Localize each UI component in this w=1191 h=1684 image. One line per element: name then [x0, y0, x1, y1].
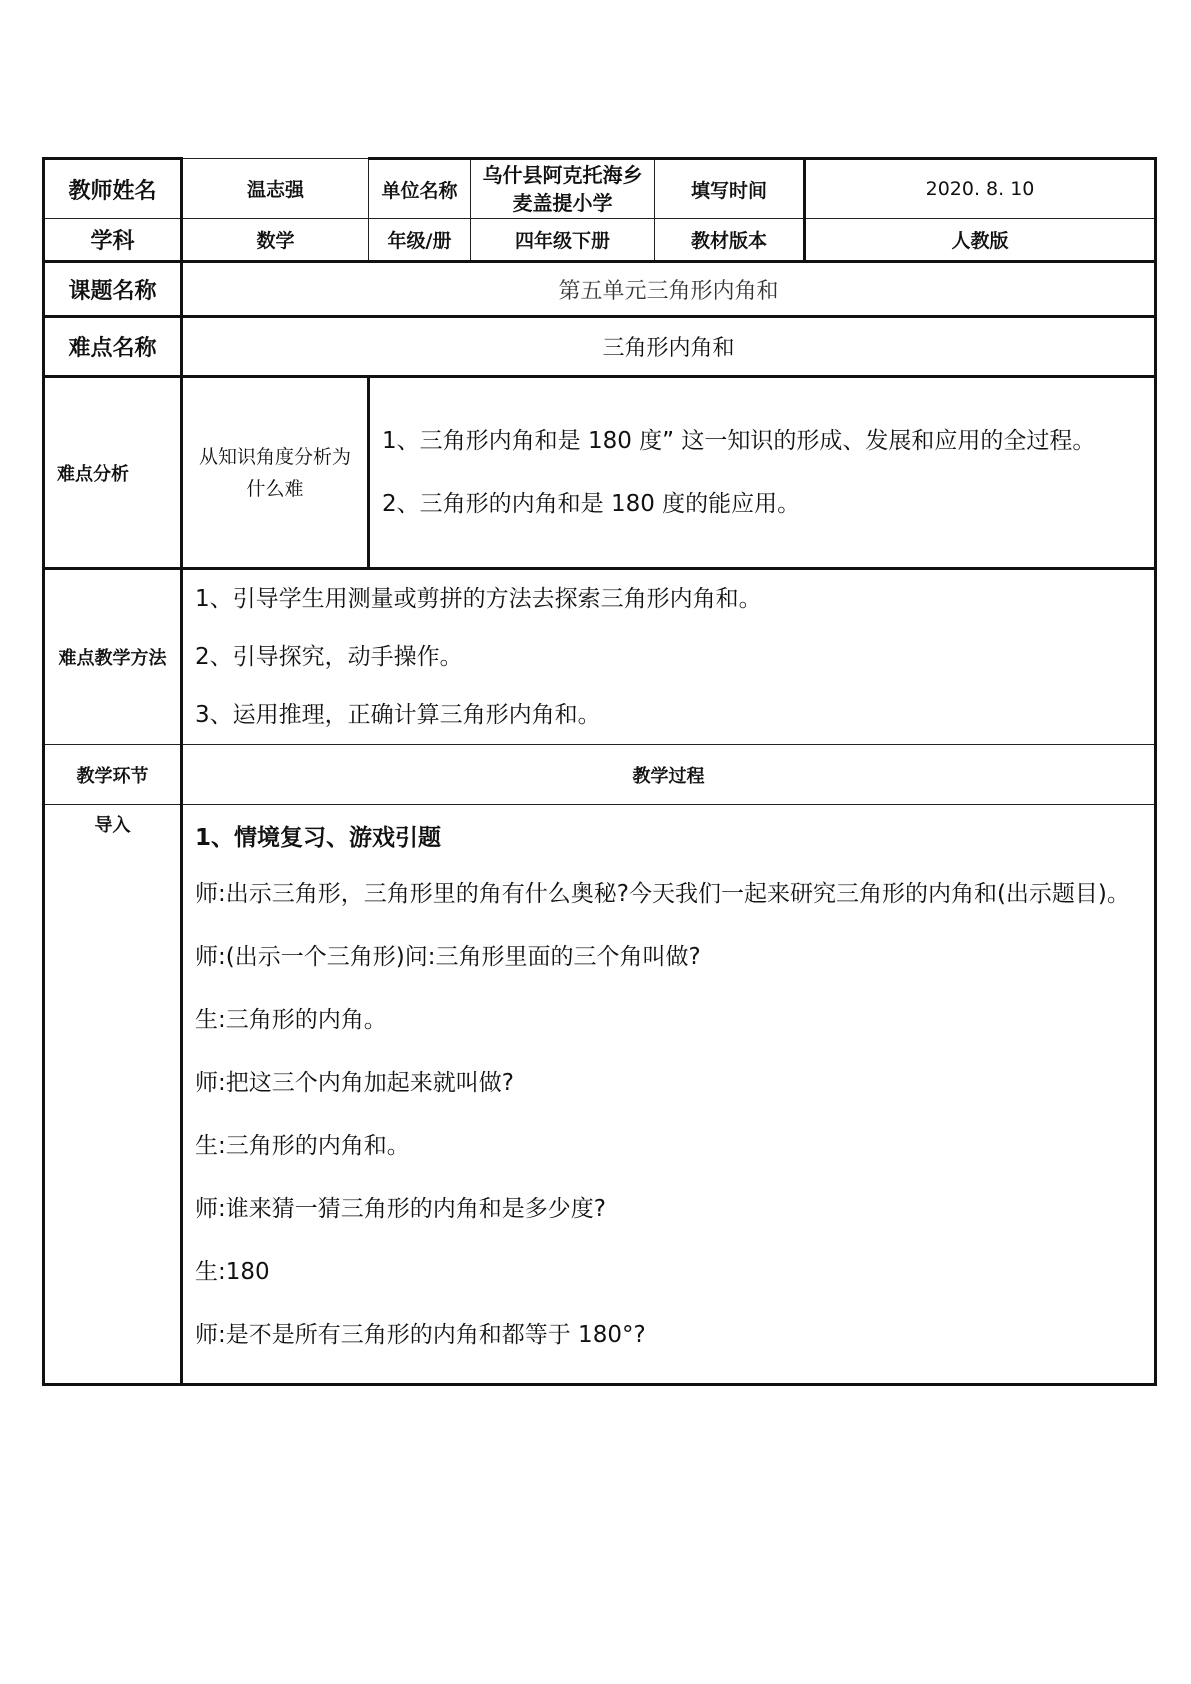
- topic-value: 第五单元三角形内角和: [182, 262, 1156, 317]
- intro-line: 生:180: [195, 1259, 270, 1285]
- method-point: 2、引导探究，动手操作。: [195, 644, 463, 670]
- intro-process: [182, 805, 1156, 1385]
- analysis-point: 2、三角形的内角和是 180 度的能应用。: [382, 490, 801, 517]
- intro-line: 生:三角形的内角和。: [195, 1133, 410, 1159]
- intro-line: 师:出示三角形，三角形里的角有什么奥秘?今天我们一起来研究三角形的内角和(出示题目)。: [195, 881, 1130, 907]
- lesson-plan-page: [42, 157, 1154, 1386]
- intro-line: 师:(出示一个三角形)问:三角形里面的三个角叫做?: [195, 944, 701, 970]
- edition-label: 教材版本: [655, 219, 805, 262]
- edition-value: 人教版: [805, 219, 1156, 262]
- intro-line: 生:三角形的内角。: [195, 1007, 387, 1033]
- method-point: 1、引导学生用测量或剪拼的方法去探索三角形内角和。: [195, 586, 762, 612]
- header-row-2: [44, 219, 1156, 262]
- fill-date-value: 2020. 8. 10: [805, 159, 1156, 219]
- intro-line: 师:是不是所有三角形的内角和都等于 180°?: [195, 1322, 646, 1348]
- intro-heading: 1、情境复习、游戏引题: [195, 825, 442, 851]
- process-header-row: [44, 745, 1156, 805]
- subject-label: 学科: [44, 219, 182, 262]
- intro-line: 师:把这三个内角加起来就叫做?: [195, 1070, 514, 1096]
- subject-value: 数学: [182, 219, 369, 262]
- intro-line: 师:谁来猜一猜三角形的内角和是多少度?: [195, 1196, 606, 1222]
- method-row: [44, 569, 1156, 745]
- analysis-label: 难点分析: [44, 377, 182, 569]
- teacher-name-value: 温志强: [182, 159, 369, 219]
- analysis-points: [369, 377, 1156, 569]
- analysis-sublabel: 从知识角度分析为什么难: [182, 377, 369, 569]
- difficulty-label: 难点名称: [44, 317, 182, 377]
- analysis-row: [44, 377, 1156, 569]
- unit-name-label: 单位名称: [369, 159, 471, 219]
- process-label: 教学过程: [182, 745, 1156, 805]
- lesson-plan-table: [42, 157, 1157, 1386]
- method-point: 3、运用推理，正确计算三角形内角和。: [195, 702, 601, 728]
- analysis-point: 1、三角形内角和是 180 度” 这一知识的形成、发展和应用的全过程。: [382, 427, 1096, 454]
- difficulty-row: [44, 317, 1156, 377]
- header-row-1: [44, 159, 1156, 219]
- grade-value: 四年级下册: [471, 219, 655, 262]
- grade-label: 年级/册: [369, 219, 471, 262]
- fill-date-label: 填写时间: [655, 159, 805, 219]
- method-points: [182, 569, 1156, 745]
- method-label: 难点教学方法: [44, 569, 182, 745]
- difficulty-value: 三角形内角和: [182, 317, 1156, 377]
- topic-label: 课题名称: [44, 262, 182, 317]
- unit-name-value: 乌什县阿克托海乡 麦盖提小学: [471, 159, 655, 219]
- topic-row: [44, 262, 1156, 317]
- intro-stage: 导入: [44, 805, 182, 1385]
- stage-label: 教学环节: [44, 745, 182, 805]
- intro-row: [44, 805, 1156, 1385]
- teacher-name-label: 教师姓名: [44, 159, 182, 219]
